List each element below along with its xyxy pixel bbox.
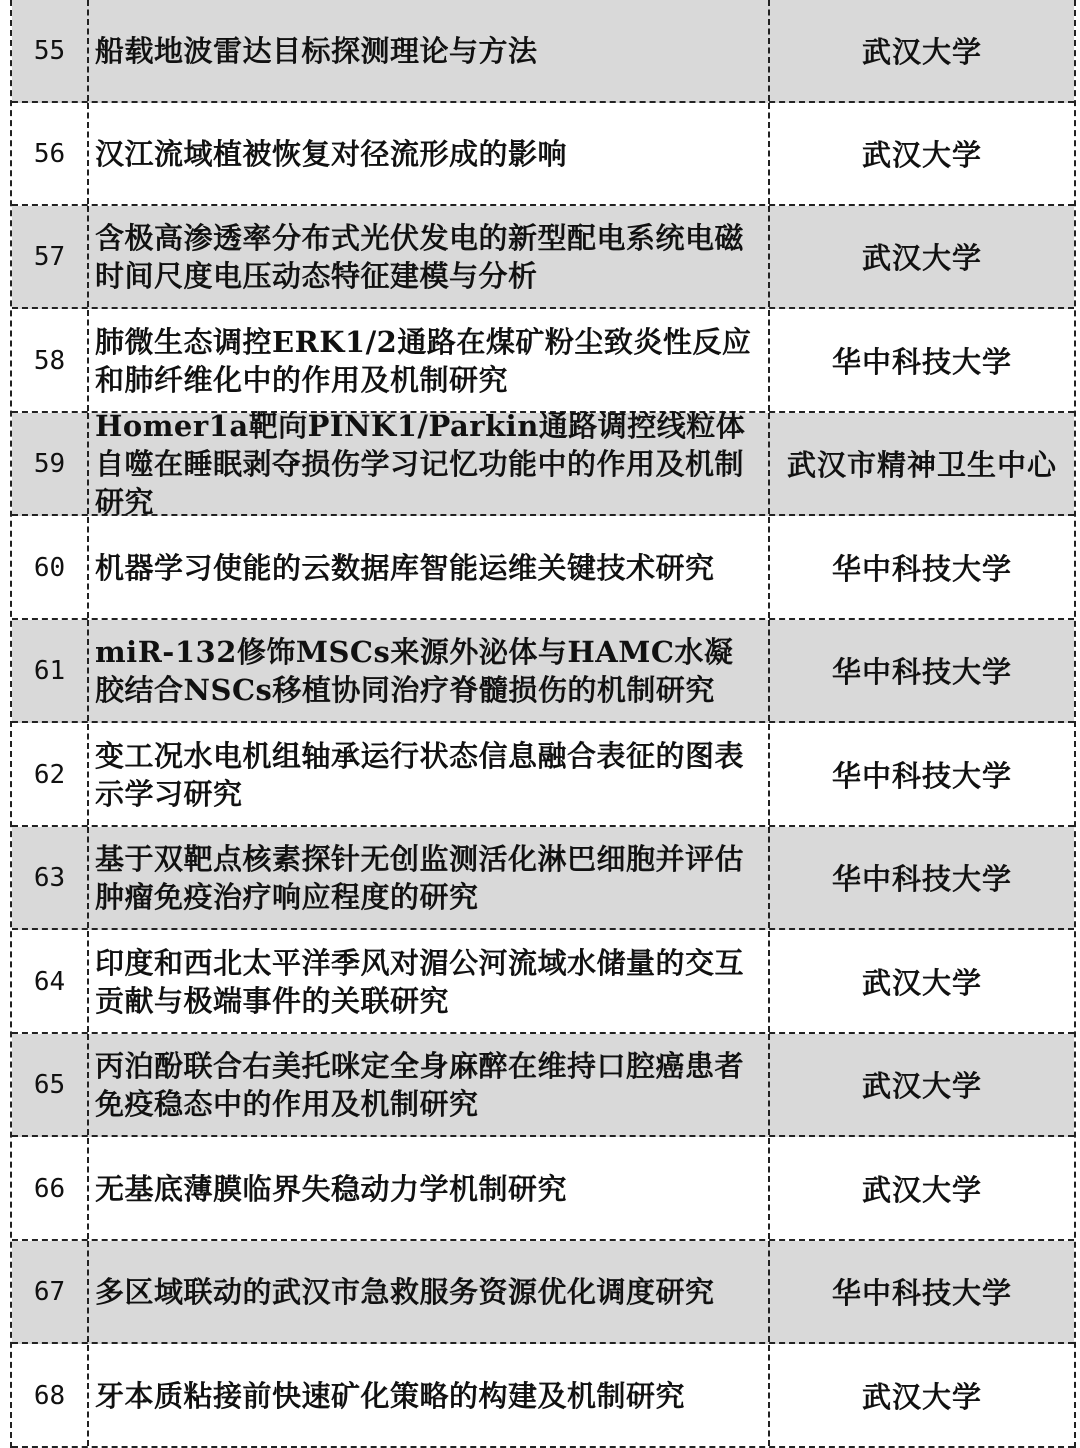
institution: 华中科技大学 [831,345,1012,379]
row-number: 59 [12,413,89,514]
table-row [12,310,1074,413]
project-title: 牙本质粘接前快速矿化策略的构建及机制研究 [89,1345,770,1446]
project-title: Homer1a靶向PINK1/Parkin通路调控线粒体自噬在睡眠剥夺损伤学习记忆功能中的作用及机制研究 [89,413,770,514]
institution: 华中科技大学 [831,552,1012,586]
project-title: 无基底薄膜临界失稳动力学机制研究 [89,1138,770,1239]
row-number: 67 [12,1241,89,1342]
table-row [12,620,1074,723]
institution: 武汉大学 [861,241,982,275]
project-title: 多区域联动的武汉市急救服务资源优化调度研究 [89,1241,770,1342]
row-number: 68 [12,1345,89,1446]
project-title: 印度和西北太平洋季风对湄公河流域水储量的交互贡献与极端事件的关联研究 [89,931,770,1032]
table-row [12,206,1074,309]
project-title: 丙泊酚联合右美托咪定全身麻醉在维持口腔癌患者免疫稳态中的作用及机制研究 [89,1034,770,1135]
project-title: 基于双靶点核素探针无创监测活化淋巴细胞并评估肿瘤免疫治疗响应程度的研究 [89,827,770,928]
row-number: 62 [12,724,89,825]
table-row [12,1034,1074,1137]
project-title: 含极高渗透率分布式光伏发电的新型配电系统电磁时间尺度电压动态特征建模与分析 [89,206,770,307]
row-number: 57 [12,206,89,307]
project-title: 机器学习使能的云数据库智能运维关键技术研究 [89,517,770,618]
table-row [12,724,1074,827]
project-title: 船载地波雷达目标探测理论与方法 [89,0,770,101]
row-number: 55 [12,0,89,101]
institution: 华中科技大学 [831,759,1012,793]
row-number: 58 [12,310,89,411]
table-row [12,1241,1074,1344]
row-number: 56 [12,103,89,204]
project-title: 变工况水电机组轴承运行状态信息融合表征的图表示学习研究 [89,724,770,825]
institution: 武汉大学 [861,1069,982,1103]
table-row [12,103,1074,206]
project-table [10,0,1076,1448]
institution: 武汉大学 [861,1380,982,1414]
institution: 华中科技大学 [831,862,1012,896]
table-row [12,1345,1074,1448]
institution: 武汉大学 [861,1173,982,1207]
institution: 武汉大学 [861,35,982,69]
table-row [12,517,1074,620]
institution: 武汉大学 [861,138,982,172]
institution: 华中科技大学 [831,655,1012,689]
project-title: 肺微生态调控ERK1/2通路在煤矿粉尘致炎性反应和肺纤维化中的作用及机制研究 [89,310,770,411]
table-row [12,1138,1074,1241]
row-number: 60 [12,517,89,618]
row-number: 65 [12,1034,89,1135]
table-row [12,408,1074,519]
institution: 武汉市精神卫生中心 [786,448,1057,482]
row-number: 66 [12,1138,89,1239]
table-row [12,0,1074,103]
project-title: 汉江流域植被恢复对径流形成的影响 [89,103,770,204]
row-number: 63 [12,827,89,928]
row-number: 61 [12,620,89,721]
project-title: miR-132修饰MSCs来源外泌体与HAMC水凝胶结合NSCs移植协同治疗脊髓损伤的机制研究 [89,620,770,721]
row-number: 64 [12,931,89,1032]
institution: 武汉大学 [861,966,982,1000]
table-row [12,827,1074,930]
institution: 华中科技大学 [831,1276,1012,1310]
table-row [12,931,1074,1034]
